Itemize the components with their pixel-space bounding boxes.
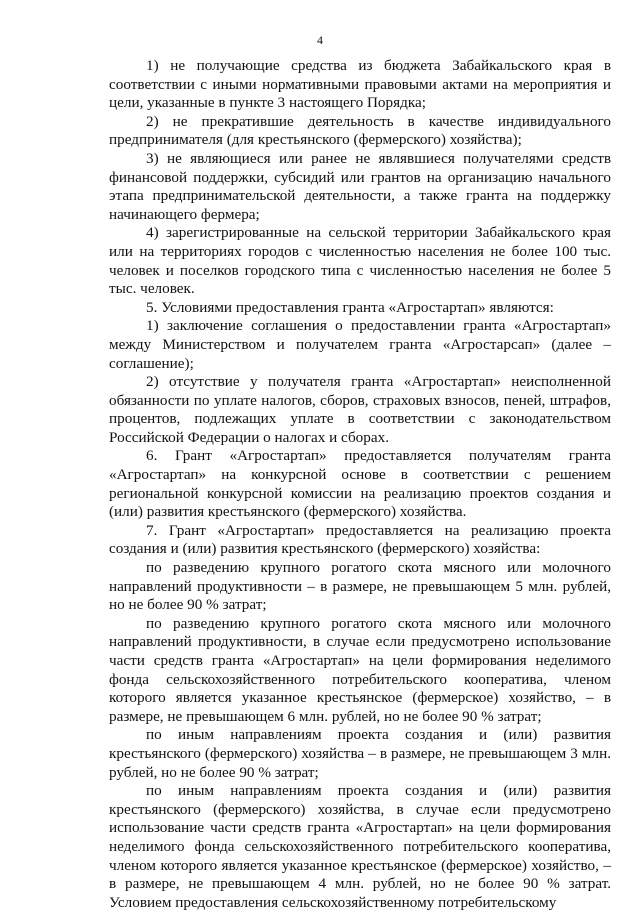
paragraph-condition-2: 2) отсутствие у получателя гранта «Агростартап» неисполненной обязанности по уплате налогов, сборов, страховых взносов, пеней, штрафов, процентов, подлежащих уплате в соответствии с законодательством Российской Федерации о налогах и сборах.: [109, 373, 611, 446]
paragraph-condition-1: 1) заключение соглашения о предоставлении гранта «Агростартап» между Министерством и получателем гранта «Агростарсап» (далее – соглашение);: [109, 317, 611, 372]
paragraph-other-grant: по иным направлениям проекта создания и (или) развития крестьянского (фермерского) хозяйства – в размере, не превышающем 3 млн. рублей, но не более 90 % затрат;: [109, 726, 611, 781]
paragraph-cattle-grant: по разведению крупного рогатого скота мясного или молочного направлений продуктивности – в размере, не превышающем 5 млн. рублей, но не более 90 % затрат;: [109, 559, 611, 614]
paragraph-item-1: 1) не получающие средства из бюджета Забайкальского края в соответствии с иными нормативными правовыми актами на мероприятия и цели, указанные в пункте 3 настоящего Порядка;: [109, 57, 611, 112]
page-number: 4: [317, 33, 323, 47]
paragraph-section-7: 7. Грант «Агростартап» предоставляется на реализацию проекта создания и (или) развития крестьянского (фермерского) хозяйства:: [109, 521, 611, 558]
paragraph-item-3: 3) не являющиеся или ранее не являвшиеся получателями средств финансовой поддержки, субсидий или грантов на организацию начального этапа предпринимательской деятельности, а также гранта на поддержку начинающего фермера;: [109, 149, 611, 223]
paragraph-section-5: 5. Условиями предоставления гранта «Агростартап» являются:: [146, 298, 554, 316]
document-body: [109, 57, 611, 912]
paragraph-other-cooperative-grant: по иным направлениям проекта создания и (или) развития крестьянского (фермерского) хозяйства, в случае если предусмотрено использование части средств гранта «Агростартап» на цели формирования неделимого фонда сельскохозяйственного потребительского кооператива, членом которого является указанное крестьянское (фермерское) хозяйство, – в размере, не превышающем 4 млн. рублей, но не более 90 % затрат. Условием предоставления сельскохозяйственному потребительскому: [109, 782, 611, 911]
paragraph-section-6: 6. Грант «Агростартап» предоставляется получателям гранта «Агростартап» на конкурсной основе в соответствии с решением региональной конкурсной комиссии на реализацию проектов создания и (или) развития крестьянского (фермерского) хозяйства.: [109, 447, 611, 521]
paragraph-item-2: 2) не прекратившие деятельность в качестве индивидуального предпринимателя (для крестьянского (фермерского) хозяйства);: [109, 112, 611, 149]
paragraph-item-4: 4) зарегистрированные на сельской территории Забайкальского края или на территориях городов с численностью населения не более 100 тыс. человек и поселков городского типа с численностью населения не более 5 тыс. человек.: [109, 224, 611, 298]
paragraph-cattle-cooperative-grant: по разведению крупного рогатого скота мясного или молочного направлений продуктивности, в случае если предусмотрено использование части средств гранта «Агростартап» на цели формирования неделимого фонда сельскохозяйственного потребительского кооператива, членом которого является указанное крестьянское (фермерское) хозяйство, – в размере, не превышающем 6 млн. рублей, но не более 90 % затрат;: [109, 614, 611, 725]
